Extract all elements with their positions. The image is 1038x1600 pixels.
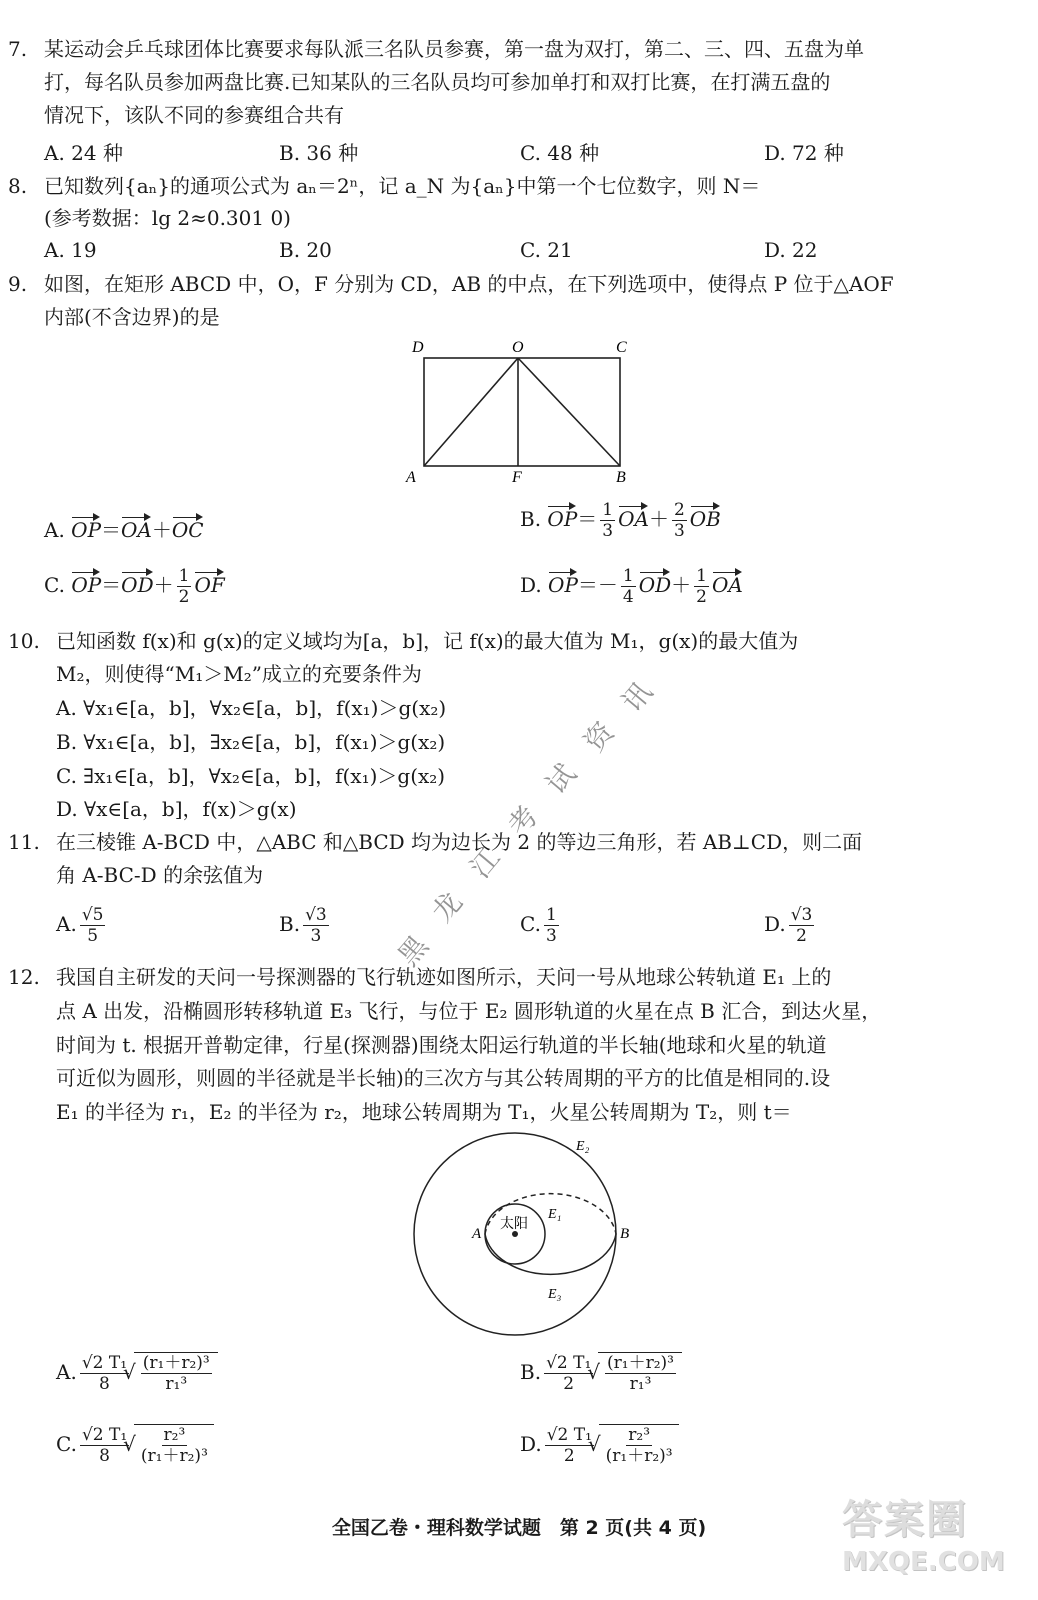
- q9-option-a: A. OP＝OA＋OC: [44, 518, 204, 542]
- label-c: C: [616, 339, 627, 356]
- q7-line-3: 情况下，该队不同的参赛组合共有: [44, 103, 344, 127]
- q7-number: 7.: [8, 37, 28, 61]
- q12-option-b: B. $\frac{\text{√2 T₁}}{2}$ √ $\frac{\text{(r₁＋r₂)³}}{\text{r₁³}}$: [520, 1352, 682, 1394]
- q9-number: 9.: [8, 272, 28, 296]
- q10-option-a: A. ∀x₁∈[a，b]，∀x₂∈[a，b]，f(x₁)＞g(x₂): [56, 696, 447, 720]
- label-b: B: [616, 469, 626, 486]
- q8-option-b: B. 20: [279, 238, 332, 262]
- label-e2: E₂: [576, 1139, 590, 1154]
- q7-option-c: C. 48 种: [520, 141, 600, 165]
- q10-number: 10.: [8, 629, 40, 653]
- q10-option-c: C. ∃x₁∈[a，b]，∀x₂∈[a，b]，f(x₁)＞g(x₂): [56, 764, 446, 788]
- label-e3: E₃: [548, 1287, 562, 1302]
- label-a: A: [406, 469, 416, 486]
- segment-oa: [424, 358, 518, 466]
- vector-oa: OA: [121, 518, 152, 542]
- orbit-diagram: [400, 1130, 650, 1340]
- q9-rectangle-figure: [400, 330, 650, 490]
- q11-option-b: B. $\frac{√3}{3}$: [279, 905, 327, 946]
- q10-line-2: M₂，则使得“M₁＞M₂”成立的充要条件为: [56, 662, 422, 686]
- vector-oc: OC: [171, 518, 204, 542]
- segment-ob: [518, 358, 620, 466]
- label-d: D: [412, 339, 424, 356]
- q11-line-2: 角 A-BC-D 的余弦值为: [56, 863, 264, 887]
- q9-option-b: B. OP＝ $\frac{1}{3}$ OA＋ $\frac{2}{3}$ OB: [520, 500, 721, 541]
- q11-option-a: A. $\frac{√5}{5}$: [56, 905, 104, 946]
- q10-option-b: B. ∀x₁∈[a，b]，∃x₂∈[a，b]，f(x₁)＞g(x₂): [56, 730, 446, 754]
- q10-line-1: 已知函数 f(x)和 g(x)的定义域均为[a，b]，记 f(x)的最大值为 M₁，g(x)的最大值为: [56, 629, 799, 653]
- q12-option-a: A. $\frac{\text{√2 T₁}}{8}$ √ $\frac{\text{(r₁＋r₂)³}}{\text{r₁³}}$: [56, 1352, 218, 1394]
- q10-option-d: D. ∀x∈[a，b]，f(x)＞g(x): [56, 797, 297, 821]
- q8-number: 8.: [8, 174, 28, 198]
- rect-abcd: [424, 358, 620, 466]
- q7-line-1: 某运动会乒乓球团体比赛要求每队派三名队员参赛，第一盘为双打，第二、三、四、五盘为单: [44, 37, 864, 61]
- site-logo: [842, 1488, 1032, 1596]
- label-o: O: [512, 339, 524, 356]
- watermark-char: 考: [501, 799, 545, 843]
- q11-option-c: C. $\frac{1}{3}$: [520, 905, 557, 946]
- q12-number: 12.: [8, 965, 40, 989]
- watermark-char: 试: [539, 757, 583, 801]
- watermark-char: 龙: [425, 885, 469, 929]
- q12-line-3: 时间为 t. 根据开普勒定律，行星(探测器)围绕太阳运行轨道的半长轴(地球和火星的轨道: [56, 1033, 827, 1057]
- vector-op: OP: [71, 518, 102, 542]
- q9-line-1: 如图，在矩形 ABCD 中，O，F 分别为 CD，AB 的中点，在下列选项中，使得点 P 位于△AOF: [44, 272, 894, 296]
- watermark-char: 资: [577, 715, 621, 759]
- q12-line-5: E₁ 的半径为 r₁，E₂ 的半径为 r₂，地球公转周期为 T₁，火星公转周期为 T₂，则 t＝: [56, 1100, 792, 1124]
- q12-option-d: D. $\frac{\text{√2 T₁}}{2}$ √ $\frac{\text{r₂³}}{\text{(r₁＋r₂)³}}$: [520, 1424, 679, 1466]
- q8-option-c: C. 21: [520, 238, 573, 262]
- q9-option-d: D. OP＝－ $\frac{1}{4}$ OD＋ $\frac{1}{2}$ OA: [520, 566, 743, 607]
- watermark-char: 黑: [391, 929, 435, 973]
- q8-option-d: D. 22: [764, 238, 818, 262]
- q12-line-1: 我国自主研发的天问一号探测器的飞行轨迹如图所示，天问一号从地球公转轨道 E₁ 上的: [56, 965, 832, 989]
- q9-line-2: 内部(不含边界)的是: [44, 305, 220, 329]
- q7-line-2: 打，每名队员参加两盘比赛.已知某队的三名队员均可参加单打和双打比赛，在打满五盘的: [44, 70, 831, 94]
- logo-top-text: 答案圈: [842, 1497, 968, 1543]
- orbit-e3-lower: [485, 1234, 616, 1274]
- q8-line-2: (参考数据：lg 2≈0.301 0): [44, 206, 291, 230]
- watermark-char: 讯: [615, 675, 659, 719]
- label-a: A: [472, 1226, 482, 1242]
- q12-line-2: 点 A 出发，沿椭圆形转移轨道 E₃ 飞行，与位于 E₂ 圆形轨道的火星在点 B 汇合，到达火星，: [56, 999, 882, 1023]
- q8-option-a: A. 19: [44, 238, 97, 262]
- label-b: B: [620, 1226, 630, 1242]
- label-f: F: [512, 469, 522, 486]
- q11-option-d: D. $\frac{√3}{2}$: [764, 905, 813, 946]
- logo-bottom-text: MXQE.COM: [842, 1547, 1005, 1577]
- page-footer: 全国乙卷・理科数学试题 第 2 页(共 4 页): [331, 1517, 707, 1539]
- watermark-char: 江: [463, 841, 507, 885]
- q11-number: 11.: [8, 830, 40, 854]
- q9-option-c: C. OP＝OD＋ $\frac{1}{2}$ OF: [44, 566, 225, 607]
- q12-line-4: 可近似为圆形，则圆的半径就是半长轴)的三次方与其公转周期的平方的比值是相同的.设: [56, 1066, 831, 1090]
- q7-option-b: B. 36 种: [279, 141, 359, 165]
- label-sun: 太阳: [500, 1217, 528, 1232]
- label-e1: E₁: [548, 1207, 562, 1222]
- q7-option-d: D. 72 种: [764, 141, 844, 165]
- q12-option-c: C. $\frac{\text{√2 T₁}}{8}$ √ $\frac{\text{r₂³}}{\text{(r₁＋r₂)³}}$: [56, 1424, 214, 1466]
- q7-option-a: A. 24 种: [44, 141, 123, 165]
- q11-line-1: 在三棱锥 A-BCD 中，△ABC 和△BCD 均为边长为 2 的等边三角形，若 AB⊥CD，则二面: [56, 830, 863, 854]
- q8-line-1: 已知数列{aₙ}的通项公式为 aₙ＝2ⁿ，记 a_N 为{aₙ}中第一个七位数字，则 N＝: [44, 174, 761, 198]
